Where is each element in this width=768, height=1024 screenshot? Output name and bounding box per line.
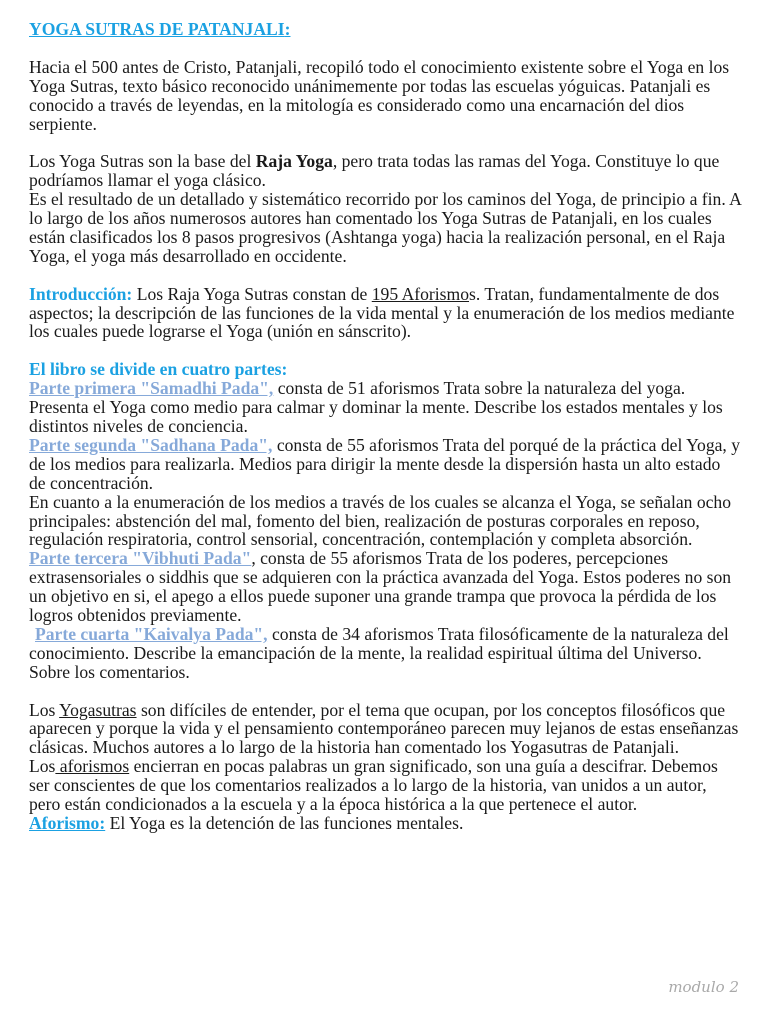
paragraph-raja-yoga bbox=[29, 152, 741, 190]
part-4 bbox=[29, 625, 741, 682]
aforismos-link[interactable]: 195 Aforismo bbox=[371, 283, 470, 304]
part-3-text: , consta de 55 aforismos Trata de los poderes, percepciones extrasensoriales o siddhis que se adquieren con la práctica avanzada del Yoga. Estos poderes no son un objetivo en si, el apego a ellos puede suponer una grande trampa que provoca la pérdida de los logros obtenidos previamente. bbox=[29, 548, 732, 626]
spacer bbox=[29, 39, 741, 58]
spacer bbox=[29, 133, 741, 152]
document-page bbox=[29, 20, 741, 833]
yogasutras-link[interactable]: Yogasutras bbox=[59, 699, 137, 720]
part-2 bbox=[29, 436, 741, 493]
spacer bbox=[29, 341, 741, 360]
paragraph-yogasutras bbox=[29, 701, 741, 758]
spacer bbox=[29, 682, 741, 701]
spacer bbox=[29, 266, 741, 285]
part-4-link[interactable]: Parte cuarta "Kaivalya Pada", bbox=[35, 623, 268, 644]
raja-yoga-bold: Raja Yoga bbox=[255, 151, 333, 172]
libro-heading: El libro se divide en cuatro partes: bbox=[29, 359, 288, 380]
aforismos-word-link[interactable]: aforismos bbox=[55, 756, 130, 777]
part-3 bbox=[29, 549, 741, 625]
part-3-link[interactable]: Parte tercera "Vibhuti Pada" bbox=[29, 548, 252, 569]
text-span: Los bbox=[29, 699, 60, 720]
text-span: Los Raja Yoga Sutras constan de bbox=[132, 283, 372, 304]
aforismo-text: El Yoga es la detención de las funciones mentales. bbox=[105, 812, 464, 833]
document-title-text: YOGA SUTRAS DE PATANJALI bbox=[29, 19, 285, 39]
aforismo-label[interactable]: Aforismo: bbox=[29, 812, 106, 833]
title-colon: : bbox=[284, 19, 291, 39]
paragraph-history: Hacia el 500 antes de Cristo, Patanjali, recopiló todo el conocimiento existente sobre el Yoga en los Yoga Sutras, texto básico reconocido unánimemente por todas las escuelas yóguicas. Patanjali es conocido a través de leyendas, en la mitología es considerado como una encarnación del dios serpiente. bbox=[29, 56, 730, 134]
part-1-text: consta de 51 aforismos Trata sobre la naturaleza del yoga. Presenta el Yoga como medio para calmar y dominar la mente. Describe los estados mentales y los distintos niveles de conciencia. bbox=[29, 378, 723, 436]
part-4-text: consta de 34 aforismos Trata filosóficamente de la naturaleza del conocimiento. Describe la emancipación de la mente, la realidad espiritual última del Universo. Sobre los comentarios. bbox=[29, 623, 729, 682]
paragraph-aforismo bbox=[29, 814, 741, 833]
paragraph-aforismos bbox=[29, 757, 741, 814]
text-span: s. Tratan, fundamentalmente de dos aspectos; la descripción de las funciones de la vida mental y la enumeración de los medios mediante los cuales puede lograrse el Yoga (unión en sánscrito). bbox=[29, 283, 735, 342]
paragraph-result: Es el resultado de un detallado y sistemático recorrido por los caminos del Yoga, de principio a fin. A lo largo de los años numerosos autores han comentado los Yoga Sutras de Patanjali, en los cuales están clasificados los 8 pasos progresivos (Ashtanga yoga) hacia la realización personal, en el Raja Yoga, el yoga más desarrollado en occidente. bbox=[29, 189, 741, 266]
paragraph-introduccion bbox=[29, 285, 741, 342]
text-span: , pero trata todas las ramas del Yoga. Constituye lo que podríamos llamar el yoga clásico. bbox=[29, 151, 720, 191]
text-span: Los bbox=[29, 756, 56, 777]
part-1 bbox=[29, 379, 741, 436]
document-title bbox=[29, 20, 741, 39]
part-1-link[interactable]: Parte primera "Samadhi Pada", bbox=[29, 378, 274, 399]
part-2-extra: En cuanto a la enumeración de los medios a través de los cuales se alcanza el Yoga, se señalan ocho principales: abstención del mal, fomento del bien, realización de posturas corporales en reposo, regulación respiratoria, control sensorial, concentración, contemplación y completa absorción. bbox=[29, 491, 732, 550]
introduccion-label: Introducción: bbox=[29, 283, 133, 304]
footer-module-label: modulo 2 bbox=[668, 978, 739, 996]
text-span: Los Yoga Sutras son la base del bbox=[29, 151, 256, 172]
text-span: encierran en pocas palabras un gran significado, son una guía a descifrar. Debemos ser conscientes de que los comentarios realizados a lo largo de la historia, van unidos a un autor, pero están condicionados a la escuela y a la época histórica a la que pertenece el autor. bbox=[29, 756, 718, 815]
part-2-link[interactable]: Parte segunda "Sadhana Pada", bbox=[29, 434, 273, 455]
part-2-text: consta de 55 aforismos Trata del porqué de la práctica del Yoga, y de los medios para realizarla. Medios para dirigir la mente desde la dispersión hasta un alto estado de concentración. bbox=[29, 434, 741, 493]
text-span: son difíciles de entender, por el tema que ocupan, por los conceptos filosóficos que aparecen y porque la vida y el pensamiento contemporáneo parecen muy lejanos de estas enseñanzas clásicas. Muchos autores a lo largo de la historia han comentado los Yogasutras de Patanjali. bbox=[29, 699, 739, 758]
